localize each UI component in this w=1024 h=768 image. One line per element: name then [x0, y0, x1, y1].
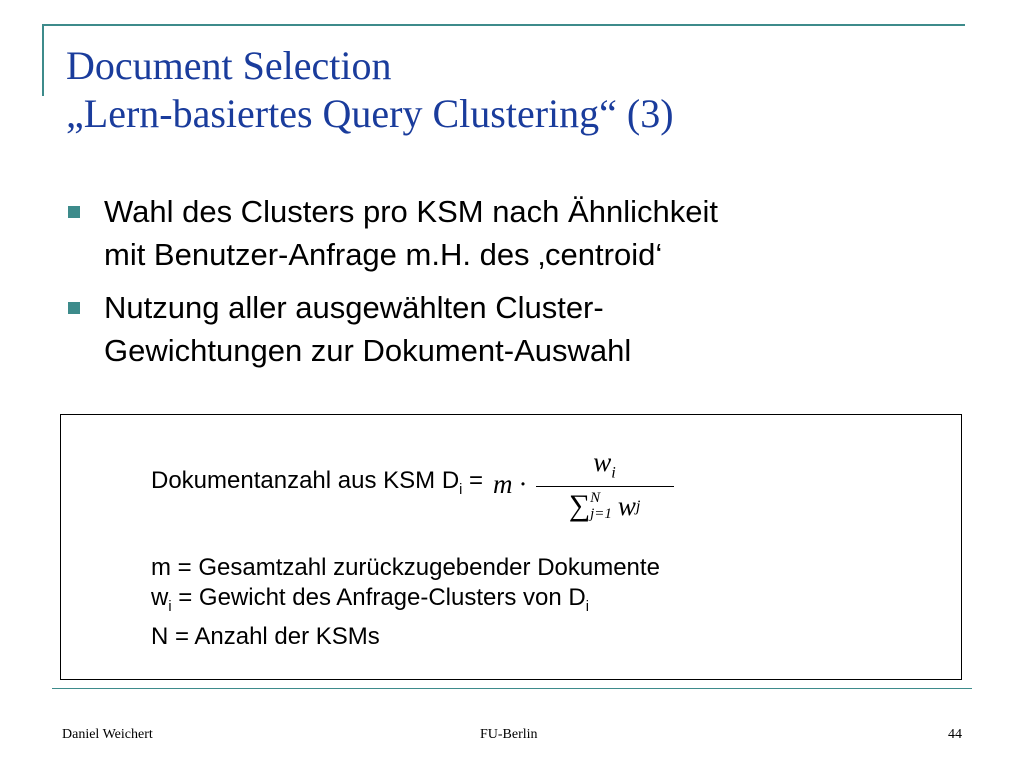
sigma-symbol: ∑: [568, 489, 591, 523]
math-fraction: [536, 447, 674, 524]
formula-row: [151, 445, 674, 525]
fraction-numerator: [563, 447, 646, 486]
legend-w-text: = Gewicht des Anfrage-Clusters von D: [171, 584, 586, 611]
footer-institution: FU-Berlin: [480, 727, 538, 742]
denominator-sub: j: [635, 496, 641, 515]
formula-math: [493, 447, 674, 524]
legend-line-n: N = Anzahl der KSMs: [151, 622, 380, 650]
sum-upper: N: [590, 490, 601, 507]
square-bullet-icon: [68, 206, 80, 218]
left-rule: [42, 24, 44, 96]
formula-label: [151, 465, 483, 506]
sum-limits: [590, 490, 612, 522]
formula-box: [60, 414, 962, 680]
bullet-line: Gewichtungen zur Dokument-Auswahl: [104, 333, 632, 368]
footer-author: Daniel Weichert: [62, 727, 153, 742]
formula-legend: [151, 553, 660, 652]
page-number: 44: [948, 727, 962, 742]
math-cdot: ·: [518, 469, 528, 500]
legend-w-sub: i: [168, 598, 172, 615]
fraction-denominator: [569, 487, 641, 523]
title-line-1: Document Selection: [66, 43, 392, 88]
bullet-item: [64, 286, 964, 372]
slide-title: [66, 42, 966, 138]
bullet-line: Wahl des Clusters pro KSM nach Ähnlichkeit: [104, 194, 718, 229]
bullet-line: Nutzung aller ausgewählten Cluster-: [104, 290, 604, 325]
math-m: m: [493, 469, 513, 500]
formula-label-text: Dokumentanzahl aus KSM D: [151, 466, 460, 494]
formula-label-sub: i: [459, 481, 463, 498]
numerator-sub: i: [611, 462, 616, 481]
denominator-var: w: [617, 490, 636, 521]
legend-line-m: m = Gesamtzahl zurückzugebender Dokumente: [151, 554, 660, 581]
legend-w-var: w: [151, 584, 169, 611]
top-rule: [42, 24, 965, 26]
legend-line-w: [151, 583, 660, 622]
bullet-list: [64, 190, 964, 382]
bullet-line: mit Benutzer-Anfrage m.H. des ‚centroid‘: [104, 237, 663, 272]
title-line-2: „Lern-basiertes Query Clustering“ (3): [66, 91, 674, 136]
formula-equals: =: [462, 466, 484, 494]
legend-d-sub: i: [585, 598, 589, 615]
bottom-rule: [52, 688, 972, 689]
numerator-var: w: [593, 446, 612, 477]
square-bullet-icon: [68, 302, 80, 314]
bullet-item: [64, 190, 964, 276]
sum-lower: j=1: [590, 506, 612, 523]
